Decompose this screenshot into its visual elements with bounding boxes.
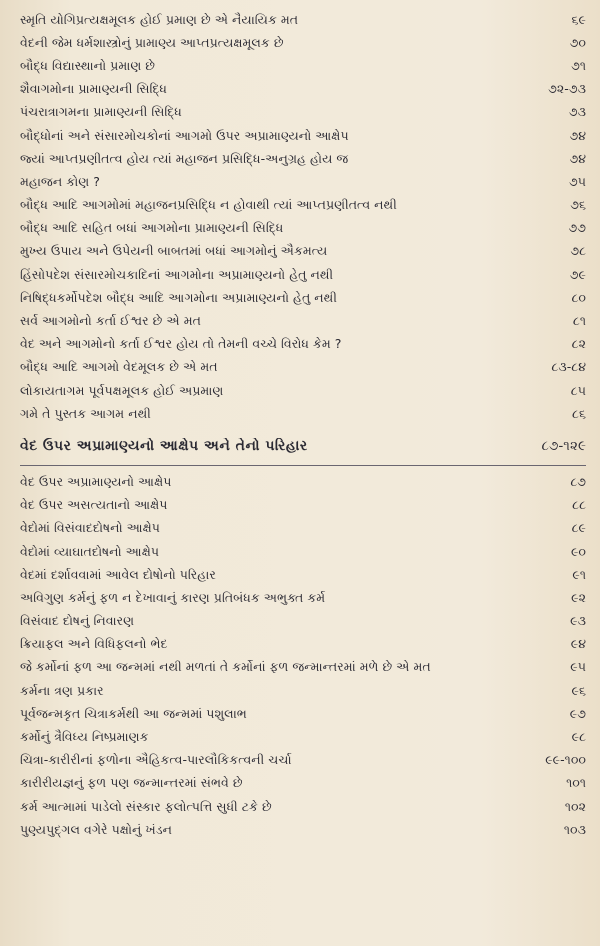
toc-entry bbox=[20, 402, 586, 425]
toc-entry bbox=[20, 333, 586, 356]
toc-entry bbox=[20, 702, 586, 725]
toc-entry-page: ૯૨ bbox=[571, 589, 586, 605]
toc-entry-page: ૯૪ bbox=[570, 636, 586, 652]
toc-entry-title: નિષિદ્ધકર્મોપદેશ બૌદ્ધ આદિ આગમોના અપ્રામાણ્યનો હેતુ નથી bbox=[20, 289, 337, 305]
toc-entry-page: ૮૮ bbox=[572, 497, 586, 513]
toc-entry-page: ૭૪ bbox=[569, 150, 586, 166]
toc-entry-title: ચિત્રા-કારીરીનાં ફળોના ઐહિકત્વ-પારલૌકિકત્વની ચર્ચા bbox=[20, 752, 292, 768]
toc-entry bbox=[20, 147, 586, 170]
toc-entry bbox=[20, 356, 586, 379]
toc-entry-title: લોકાયતાગમ પૂર્વપક્ષમૂલક હોઈ અપ્રમાણ bbox=[20, 382, 224, 398]
toc-entry-title: વિસંવાદ દોષનું નિવારણ bbox=[20, 613, 135, 629]
toc-entry bbox=[20, 217, 586, 240]
toc-entry bbox=[20, 563, 586, 586]
toc-entry-page: ૧૦૨ bbox=[564, 798, 586, 814]
toc-entry-title: બૌદ્ધ વિદ્યાસ્થાનો પ્રમાણ છે bbox=[20, 57, 156, 73]
toc-entry-title: સર્વ આગમોનો કર્તા ઈશ્વર છે એ મત bbox=[20, 313, 201, 329]
toc-entry-title: ગમે તે પુસ્તક આગમ નથી bbox=[20, 405, 151, 421]
toc-entry bbox=[20, 517, 586, 540]
toc-entry-page: ૯૫ bbox=[570, 659, 586, 675]
toc-entry bbox=[20, 540, 586, 563]
toc-entry bbox=[20, 170, 586, 193]
toc-entry-page: ૭૬ bbox=[570, 197, 586, 213]
toc-entry bbox=[20, 749, 586, 772]
toc-entry-title: વેદોમાં વિસંવાદદોષનો આક્ષેપ bbox=[20, 520, 160, 536]
toc-entry bbox=[20, 78, 586, 101]
toc-entry-page: ૭૭ bbox=[568, 220, 586, 236]
toc-entry-title: કર્મ આત્મામાં પાડેલો સંસ્કાર ફલોત્પત્તિ સુધી ટકે છે bbox=[20, 798, 272, 814]
toc-entry-page: ૮૦ bbox=[571, 289, 586, 305]
toc-list-bottom bbox=[20, 470, 586, 841]
toc-entry bbox=[20, 725, 586, 748]
toc-entry bbox=[20, 124, 586, 147]
toc-entry bbox=[20, 101, 586, 124]
toc-entry bbox=[20, 610, 586, 633]
toc-entry bbox=[20, 818, 586, 841]
toc-entry-title: બૌદ્ધ આદિ આગમોમાં મહાજનપ્રસિદ્ધિ ન હોવાથી ત્યાં આપ્તપ્રણીતત્વ નથી bbox=[20, 197, 397, 213]
toc-entry bbox=[20, 586, 586, 609]
toc-entry-page: ૯૬ bbox=[571, 682, 586, 698]
toc-entry-title: વેદમાં દર્શાવવામાં આવેલ દોષોનો પરિહાર bbox=[20, 566, 216, 582]
toc-entry-title: બૌદ્ધ આદિ સહિત બધાં આગમોના પ્રામાણ્યની સિદ્ધિ bbox=[20, 220, 284, 236]
toc-entry bbox=[20, 8, 586, 31]
toc-entry bbox=[20, 470, 586, 493]
toc-entry bbox=[20, 309, 586, 332]
toc-entry-title: બૌદ્ધોનાં અને સંસારમોચકોનાં આગમો ઉપર અપ્રામાણ્યનો આક્ષેપ bbox=[20, 127, 349, 143]
toc-entry-page: ૮૬ bbox=[572, 405, 586, 421]
toc-entry-title: જ્યાં આપ્તપ્રણીતત્વ હોય ત્યાં મહાજન પ્રસિદ્ધિ-અનુગ્રહ હોય જ bbox=[20, 150, 349, 166]
toc-entry-page: ૮૫ bbox=[570, 382, 586, 398]
section-title: વેદ ઉપર અપ્રામાણ્યનો આક્ષેપ અને તેનો પરિહાર bbox=[20, 438, 308, 455]
toc-entry bbox=[20, 54, 586, 77]
toc-entry bbox=[20, 31, 586, 54]
toc-entry bbox=[20, 240, 586, 263]
toc-entry bbox=[20, 286, 586, 309]
toc-entry-title: ક્રિયાફલ અને વિધિફલનો ભેદ bbox=[20, 636, 168, 652]
toc-entry-page: ૮૭ bbox=[570, 473, 586, 489]
toc-entry bbox=[20, 679, 586, 702]
toc-entry-title: વેદની જેમ ધર્મશાસ્ત્રોનું પ્રામાણ્ય આપ્તપ્રત્યક્ષમૂલક છે bbox=[20, 34, 284, 50]
toc-entry-title: પુણ્યપુદ્ગલ વગેરે પક્ષોનું ખંડન bbox=[20, 821, 173, 837]
toc-entry-title: બૌદ્ધ આદિ આગમો વેદમૂલક છે એ મત bbox=[20, 359, 218, 375]
toc-entry-page: ૯૧ bbox=[572, 566, 586, 582]
toc-entry-page: ૮૨ bbox=[571, 336, 586, 352]
toc-entry-page: ૭૫ bbox=[568, 173, 586, 189]
toc-list-top bbox=[20, 8, 586, 425]
toc-entry-page: ૧૦૧ bbox=[566, 775, 586, 791]
toc-entry-page: ૭૯ bbox=[569, 266, 586, 282]
toc-entry-title: વેદ અને આગમોનો કર્તા ઈશ્વર હોય તો તેમની વચ્ચે વિરોધ કેમ ? bbox=[20, 336, 342, 352]
toc-entry-title: કર્મના ત્રણ પ્રકાર bbox=[20, 682, 104, 698]
toc-entry bbox=[20, 194, 586, 217]
toc-entry-page: ૭૪ bbox=[569, 127, 586, 143]
toc-entry-page: ૭૧ bbox=[571, 57, 586, 73]
toc-entry-page: ૯૮ bbox=[571, 729, 586, 745]
toc-entry-title: મુખ્ય ઉપાય અને ઉપેયની બાબતમાં બધાં આગમોનું ઐકમત્ય bbox=[20, 243, 328, 259]
toc-entry-title: વેદ ઉપર અપ્રામાણ્યનો આક્ષેપ bbox=[20, 473, 172, 489]
toc-entry-title: મહાજન કોણ ? bbox=[20, 173, 100, 189]
toc-entry-title: સ્મૃતિ યોગિપ્રત્યક્ષમૂલક હોઈ પ્રમાણ છે એ નૈયાયિક મત bbox=[20, 11, 299, 27]
section-rule bbox=[20, 465, 586, 466]
section-page-range: ૮૭-૧૨૯ bbox=[541, 438, 586, 455]
toc-entry-title: કારીરીયજ્ઞનું ફળ પણ જન્માન્તરમાં સંભવે છે bbox=[20, 775, 243, 791]
toc-entry-page: ૭૦ bbox=[569, 34, 586, 50]
toc-entry-title: પૂર્વજન્મકૃત ચિત્રાકર્મથી આ જન્મમાં પશુલાભ bbox=[20, 705, 247, 721]
toc-entry bbox=[20, 263, 586, 286]
toc-entry bbox=[20, 633, 586, 656]
section-heading bbox=[20, 427, 586, 465]
toc-entry-title: વેદ ઉપર અસત્યતાનો આક્ષેપ bbox=[20, 497, 168, 513]
toc-entry-title: હિંસોપદેશ સંસારમોચકાદિનાં આગમોના અપ્રામાણ્યનો હેતુ નથી bbox=[20, 266, 334, 282]
toc-entry-page: ૮૯ bbox=[571, 520, 586, 536]
toc-entry-title: જે કર્મોનાં ફળ આ જન્મમાં નથી મળતાં તે કર્મોનાં ફળ જન્માન્તરમાં મળે છે એ મત bbox=[20, 659, 431, 675]
toc-entry bbox=[20, 772, 586, 795]
toc-entry-title: વેદોમાં વ્યાઘાતદોષનો આક્ષેપ bbox=[20, 543, 160, 559]
toc-entry-title: કર્મોનું ત્રૈવિધ્ય નિષ્પ્રમાણક bbox=[20, 729, 149, 745]
toc-entry bbox=[20, 494, 586, 517]
toc-entry-page: ૯૩ bbox=[570, 613, 586, 629]
toc-entry-page: ૧૦૩ bbox=[563, 821, 586, 837]
toc-entry-page: ૮૩-૮૪ bbox=[551, 359, 586, 375]
toc-entry-title: પંચરાત્રાગમના પ્રામાણ્યની સિદ્ધિ bbox=[20, 104, 182, 120]
toc-entry bbox=[20, 656, 586, 679]
toc-entry-page: ૯૭ bbox=[569, 705, 586, 721]
toc-entry-page: ૯૯-૧૦૦ bbox=[545, 752, 586, 768]
toc-entry-title: શૈવાગમોના પ્રામાણ્યની સિદ્ધિ bbox=[20, 81, 167, 97]
toc-entry-page: ૬૯ bbox=[571, 11, 586, 27]
toc-entry-page: ૭૩ bbox=[568, 104, 586, 120]
toc-entry-page: ૭૮ bbox=[570, 243, 586, 259]
toc-entry-page: ૯૦ bbox=[570, 543, 586, 559]
toc-entry bbox=[20, 379, 586, 402]
toc-entry bbox=[20, 795, 586, 818]
toc-entry-page: ૮૧ bbox=[572, 313, 586, 329]
toc-entry-page: ૭૨-૭૩ bbox=[548, 81, 586, 97]
toc-entry-title: અવિગુણ કર્મનું ફળ ન દેખાવાનું કારણ પ્રતિબંધક અભુક્ત કર્મ bbox=[20, 589, 326, 605]
